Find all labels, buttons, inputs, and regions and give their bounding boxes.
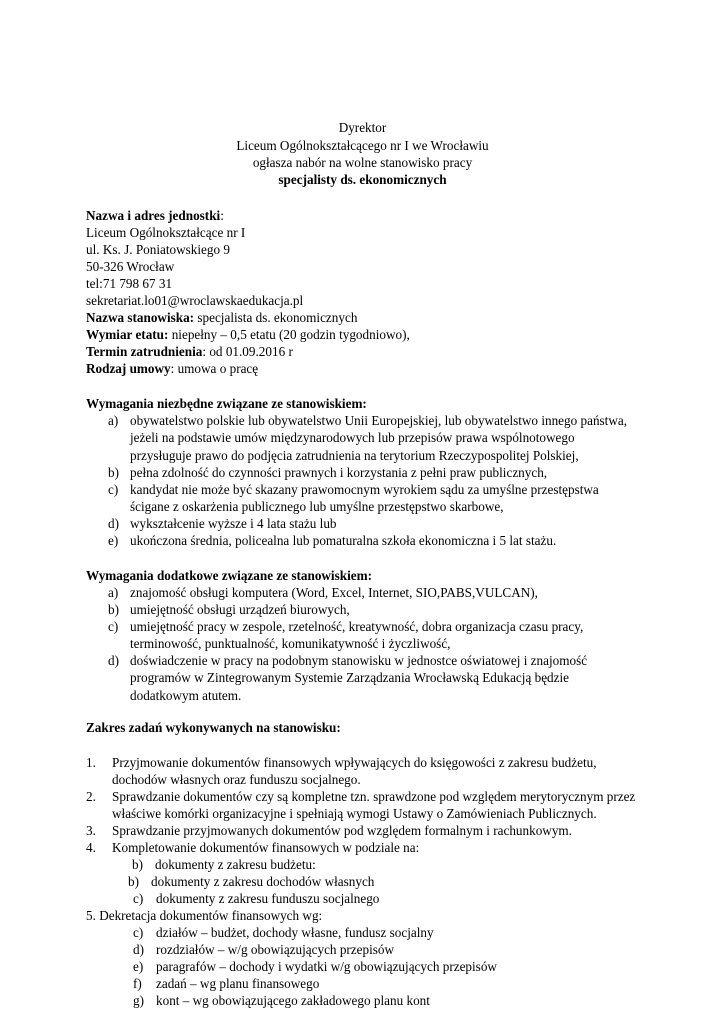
list-marker: a) — [108, 413, 119, 428]
list-marker: c) — [133, 891, 144, 906]
list-marker: c) — [133, 925, 144, 940]
list-marker: e) — [108, 533, 119, 548]
field-contract — [86, 360, 258, 377]
task-item-5: 5. Dekretacja dokumentów finansowych wg: — [86, 908, 323, 923]
field-label: Rodzaj umowy — [86, 361, 171, 376]
field-label: Nazwa stanowiska: — [86, 310, 195, 325]
task-item-4: Kompletowanie dokumentów finansowych w podziale na: — [112, 840, 420, 855]
field-workload — [86, 326, 410, 343]
unit-street: ul. Ks. J. Poniatowskiego 9 — [86, 242, 230, 257]
required-heading: Wymagania niezbędne związane ze stanowiskiem: — [86, 396, 367, 411]
list-marker: b) — [132, 857, 143, 872]
header-school: Liceum Ogólnokształcącego nr I we Wrocławiu — [236, 138, 489, 153]
list-marker: c) — [108, 619, 119, 634]
field-start-date — [86, 343, 293, 360]
list-item-line: przysługuje prawo do podjęcia zatrudnienia na terytorium Rzeczypospolitej Polskiej, — [130, 447, 579, 463]
list-item-line: Sprawdzanie dokumentów czy są kompletne tzn. sprawdzone pod względem merytorycznym przez — [112, 789, 636, 804]
list-item-line: programów w Zintegrowanym Systemie Zarządzania Wrocławską Edukacją będzie — [130, 670, 570, 686]
task-item-3: Sprawdzanie przyjmowanych dokumentów pod względem formalnym i rachunkowym. — [112, 823, 572, 838]
list-item-line: umiejętność pracy w zespole, rzetelność, kreatywność, dobra organizacja czasu pracy, — [130, 619, 584, 634]
required-item-a — [130, 412, 645, 464]
list-marker: e) — [133, 959, 144, 974]
unit-phone: tel:71 798 67 31 — [86, 276, 173, 291]
task-4-subitem: dokumenty z zakresu dochodów własnych — [151, 874, 375, 889]
list-marker: b) — [128, 874, 139, 889]
list-marker: 1. — [86, 755, 96, 770]
additional-item-d — [130, 652, 645, 704]
required-item-b: pełna zdolność do czynności prawnych i korzystania z pełni praw publicznych, — [130, 465, 548, 480]
list-item-line: właściwe komórki organizacyjne i spełniają wymogi Ustawy o Zamówieniach Publicznych. — [112, 806, 597, 822]
field-value: specjalista ds. ekonomicznych — [194, 310, 358, 325]
list-marker: d) — [108, 516, 119, 531]
list-item-line: kandydat nie może być skazany prawomocnym wyrokiem sądu za umyślne przestępstwa — [130, 482, 599, 497]
additional-item-c — [130, 618, 645, 653]
field-label: Wymiar etatu: — [86, 327, 169, 342]
field-value: niepełny – 0,5 etatu (20 godzin tygodniowo), — [168, 327, 410, 342]
list-marker: b) — [108, 602, 119, 617]
field-label: Termin zatrudnienia — [86, 344, 203, 359]
task-5-subitem: zadań – wg planu finansowego — [156, 976, 320, 991]
list-marker: c) — [108, 482, 119, 497]
list-item-line: dodatkowym atutem. — [130, 687, 242, 703]
unit-name: Liceum Ogólnokształcące nr I — [86, 225, 246, 240]
list-item-line: ścigane z oskarżenia publicznego lub umyślne przestępstwo skarbowe, — [130, 499, 504, 515]
required-item-d: wykształcenie wyższe i 4 lata stażu lub — [130, 516, 337, 531]
header-announcement: ogłasza nabór na wolne stanowisko pracy — [252, 155, 473, 170]
unit-label: Nazwa i adres jednostki — [86, 208, 221, 223]
task-4-subitem: dokumenty z zakresu funduszu socjalnego — [156, 891, 380, 906]
task-item-2 — [112, 788, 645, 823]
field-position — [86, 309, 357, 326]
list-item-line: obywatelstwo polskie lub obywatelstwo Unii Europejskiej, lub obywatelstwo innego państwa, — [130, 413, 628, 428]
additional-item-a: znajomość obsługi komputera (Word, Excel, Internet, SIO,PABS,VULCAN), — [130, 585, 538, 600]
task-5-subitem: działów – budżet, dochody własne, fundusz socjalny — [156, 925, 434, 940]
required-item-e: ukończona średnia, policealna lub pomaturalna szkoła ekonomiczna i 5 lat stażu. — [130, 533, 557, 548]
list-item-line: terminowość, punktualność, komunikatywność i życzliwość, — [130, 636, 451, 652]
field-value: : od 01.09.2016 r — [202, 344, 293, 359]
additional-heading: Wymagania dodatkowe związane ze stanowiskiem: — [86, 568, 372, 583]
unit-label-line — [86, 207, 224, 224]
list-marker: b) — [108, 465, 119, 480]
list-marker: 2. — [86, 789, 96, 804]
list-marker: 3. — [86, 823, 96, 838]
tasks-heading: Zakres zadań wykonywanych na stanowisku: — [86, 720, 341, 735]
task-5-subitem: kont – wg obowiązującego zakładowego planu kont — [156, 993, 430, 1008]
unit-city: 50-326 Wrocław — [86, 259, 175, 274]
field-value: : umowa o pracę — [170, 361, 259, 376]
list-item-line: dochodów własnych oraz funduszu socjalnego. — [112, 772, 361, 788]
list-marker: 4. — [86, 840, 96, 855]
list-item-line: doświadczenie w pracy na podobnym stanowisku w jednostce oświatowej i znajomość — [130, 653, 588, 668]
list-marker: a) — [108, 585, 119, 600]
list-marker: g) — [133, 993, 144, 1008]
task-4-subitem: dokumenty z zakresu budżetu: — [155, 857, 316, 872]
header-position: specjalisty ds. ekonomicznych — [278, 172, 447, 187]
task-item-1 — [112, 754, 645, 789]
list-marker: d) — [133, 942, 144, 957]
list-item-line: jeżeli na podstawie umów międzynarodowych lub przepisów prawa wspólnotowego — [130, 430, 575, 446]
list-item-line: Przyjmowanie dokumentów finansowych wpływających do księgowości z zakresu budżetu, — [112, 755, 597, 770]
task-5-subitem: paragrafów – dochody i wydatki w/g obowiązujących przepisów — [156, 959, 497, 974]
list-marker: d) — [108, 653, 119, 668]
required-item-c — [130, 481, 645, 516]
unit-email[interactable]: sekretariat.lo01@wroclawskaedukacja.pl — [86, 293, 304, 308]
task-5-subitem: rozdziałów – w/g obowiązujących przepisów — [156, 942, 395, 957]
list-marker: f) — [133, 976, 142, 991]
additional-item-b: umiejętność obsługi urządzeń biurowych, — [130, 602, 350, 617]
header-director: Dyrektor — [338, 120, 387, 135]
unit-label-suffix: : — [220, 208, 224, 223]
